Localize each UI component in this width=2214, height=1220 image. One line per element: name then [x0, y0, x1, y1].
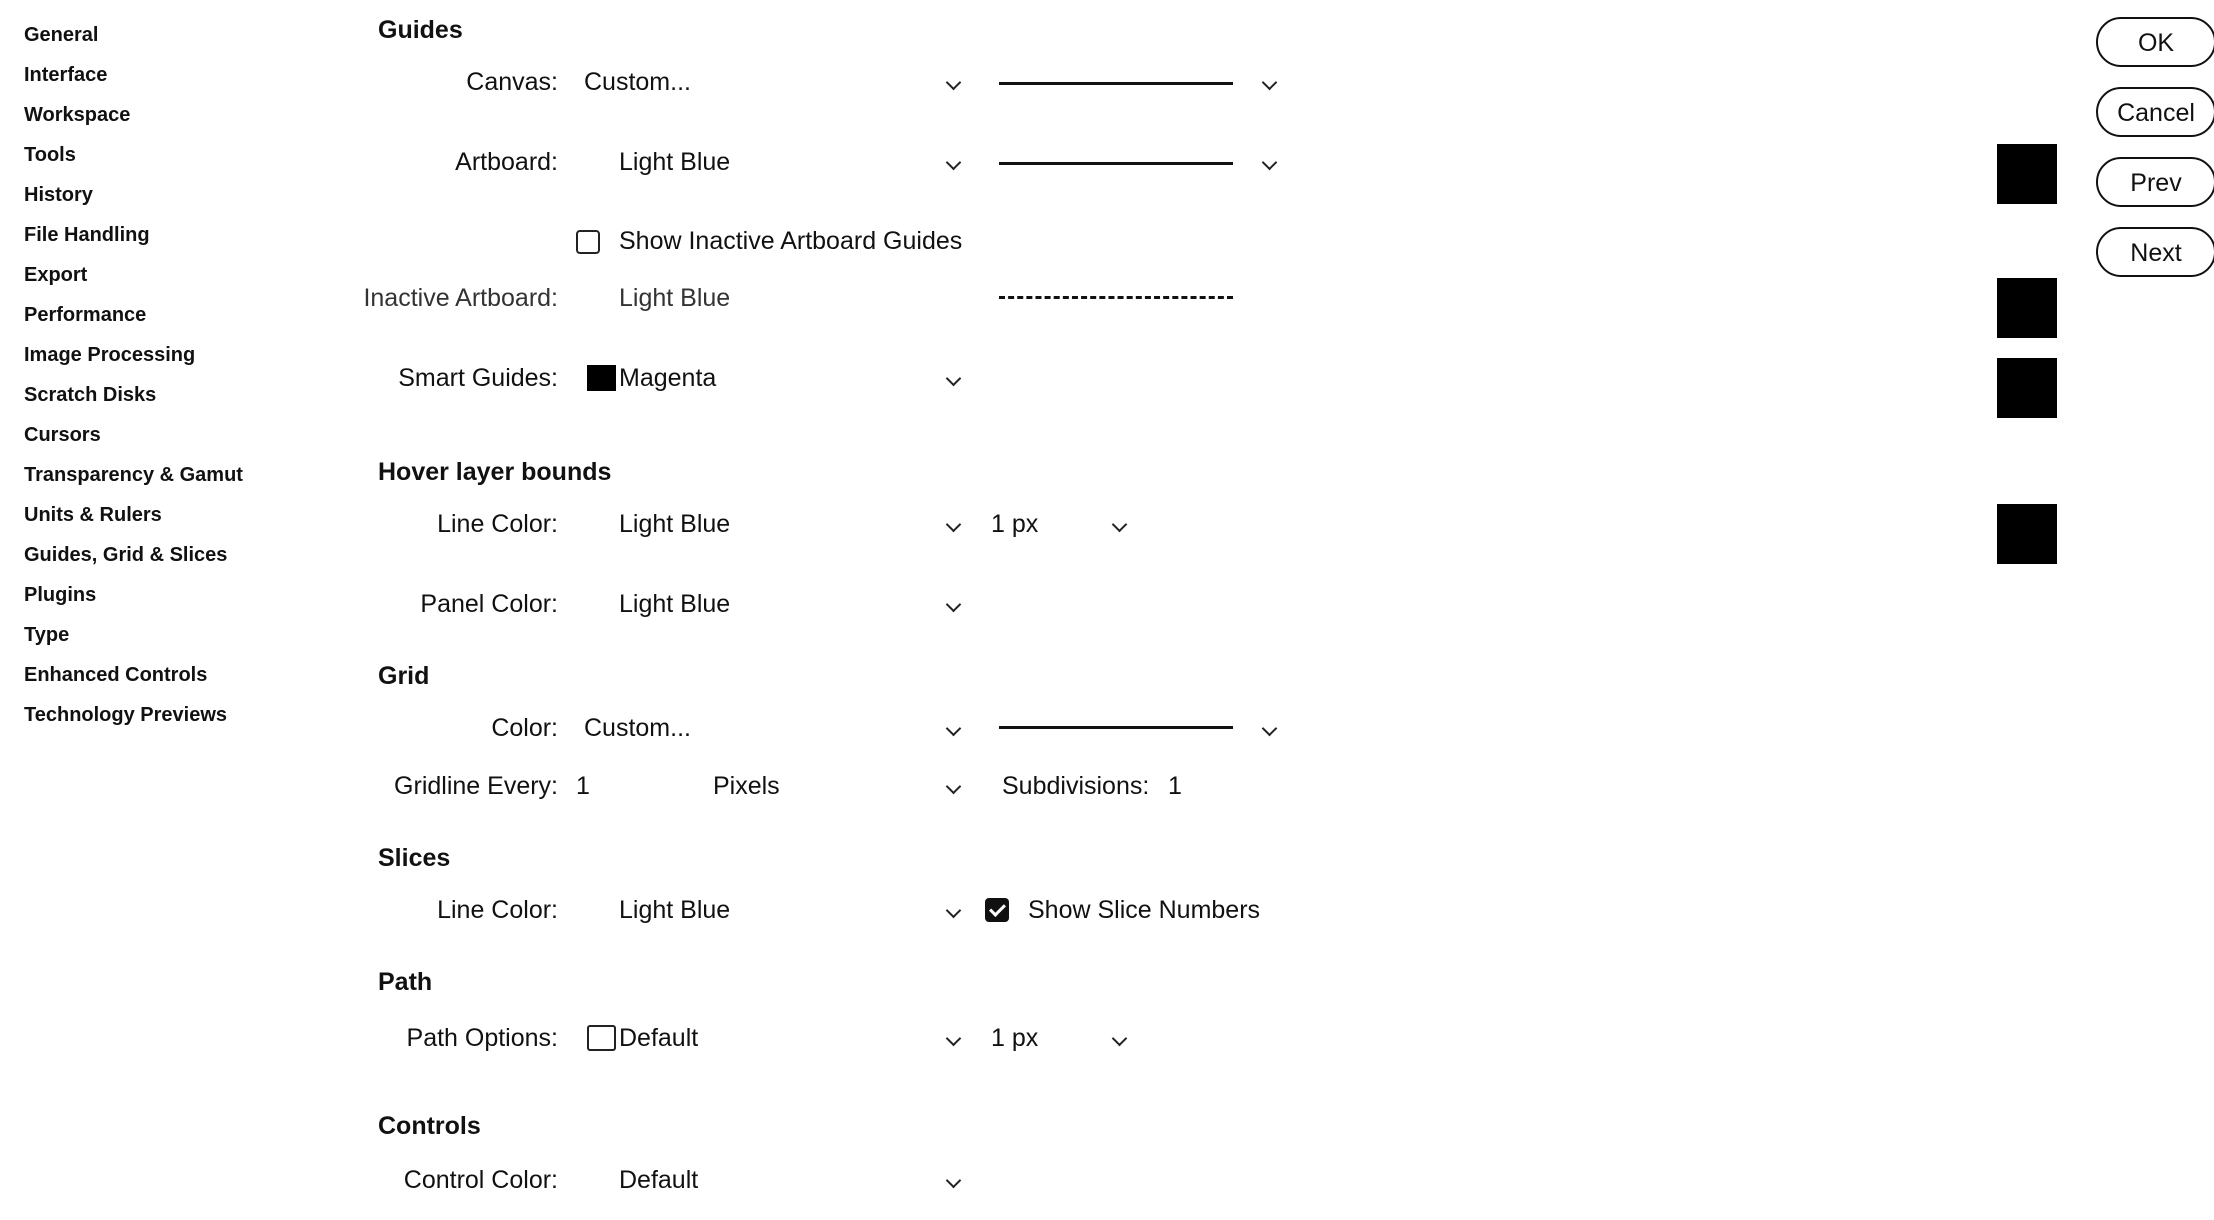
chevron-down-icon: [946, 517, 962, 533]
canvas-label: Canvas:: [466, 68, 558, 96]
control-color-label: Control Color:: [403, 1166, 558, 1194]
artboard-color-value: Light Blue: [619, 148, 731, 176]
sidebar-item-scratch-disks[interactable]: Scratch Disks: [24, 384, 157, 406]
hover-line-width-value: 1 px: [991, 510, 1039, 538]
sidebar-item-history[interactable]: History: [24, 184, 93, 206]
chevron-down-icon: [1112, 517, 1128, 533]
canvas-color-value: Custom...: [584, 68, 691, 96]
path-width-value: 1 px: [991, 1024, 1039, 1052]
controls-section-title: Controls: [378, 1112, 481, 1140]
sidebar-item-guides-grid-slices[interactable]: Guides, Grid & Slices: [24, 544, 228, 566]
guides-section-title: Guides: [378, 16, 463, 44]
chevron-down-icon: [946, 75, 962, 91]
default-swatch-icon: [587, 1025, 616, 1051]
hover-line-color-swatch[interactable]: [1997, 504, 2057, 564]
slices-section-title: Slices: [378, 844, 451, 872]
hover-layer-bounds-section-title: Hover layer bounds: [378, 458, 612, 486]
gridline-every-label: Gridline Every:: [394, 772, 558, 800]
sidebar-item-type[interactable]: Type: [24, 624, 70, 646]
show-slice-numbers-label: Show Slice Numbers: [1028, 896, 1261, 924]
show-inactive-artboard-guides-label: Show Inactive Artboard Guides: [619, 227, 963, 255]
chevron-down-icon: [946, 597, 962, 613]
hover-panel-color-value: Light Blue: [619, 590, 731, 618]
solid-line-preview: [999, 726, 1233, 729]
inactive-artboard-label: Inactive Artboard:: [363, 284, 558, 312]
grid-color-value: Custom...: [584, 714, 691, 742]
subdivisions-label: Subdivisions:: [1002, 772, 1150, 800]
checkbox-checked-icon[interactable]: [985, 898, 1009, 922]
solid-line-preview: [999, 162, 1233, 165]
sidebar-item-transparency-gamut[interactable]: Transparency & Gamut: [24, 464, 243, 486]
sidebar-item-tools[interactable]: Tools: [24, 144, 76, 166]
ok-button[interactable]: OK: [2096, 17, 2214, 67]
inactive-artboard-value: Light Blue: [619, 284, 731, 312]
subdivisions-input[interactable]: 1: [1168, 772, 1182, 800]
chevron-down-icon: [1262, 75, 1278, 91]
sidebar-item-interface[interactable]: Interface: [24, 64, 108, 86]
sidebar-item-workspace[interactable]: Workspace: [24, 104, 131, 126]
grid-color-label: Color:: [491, 714, 558, 742]
chevron-down-icon: [946, 371, 962, 387]
sidebar-item-enhanced-controls[interactable]: Enhanced Controls: [24, 664, 208, 686]
chevron-down-icon: [946, 903, 962, 919]
sidebar-item-image-processing[interactable]: Image Processing: [24, 344, 196, 366]
sidebar-item-performance[interactable]: Performance: [24, 304, 147, 326]
artboard-color-swatch[interactable]: [1997, 144, 2057, 204]
control-color-value: Default: [619, 1166, 699, 1194]
chevron-down-icon: [946, 155, 962, 171]
gridline-unit-value: Pixels: [713, 772, 780, 800]
chevron-down-icon: [946, 1031, 962, 1047]
dashed-line-preview: [999, 296, 1233, 299]
prev-button[interactable]: Prev: [2096, 157, 2214, 207]
sidebar-item-technology-previews[interactable]: Technology Previews: [24, 704, 228, 726]
slices-line-color-label: Line Color:: [437, 896, 558, 924]
sidebar-item-units-rulers[interactable]: Units & Rulers: [24, 504, 162, 526]
slices-line-color-value: Light Blue: [619, 896, 731, 924]
next-button[interactable]: Next: [2096, 227, 2214, 277]
checkbox-unchecked[interactable]: [576, 230, 600, 254]
smart-guides-label: Smart Guides:: [398, 364, 558, 392]
path-options-label: Path Options:: [406, 1024, 558, 1052]
magenta-swatch-icon: [587, 365, 616, 391]
inactive-artboard-color-swatch[interactable]: [1997, 278, 2057, 338]
gridline-every-input[interactable]: 1: [576, 772, 590, 800]
solid-line-preview: [999, 82, 1233, 85]
sidebar-item-plugins[interactable]: Plugins: [24, 584, 97, 606]
hover-panel-color-label: Panel Color:: [420, 590, 558, 618]
cancel-button[interactable]: Cancel: [2096, 87, 2214, 137]
sidebar-item-cursors[interactable]: Cursors: [24, 424, 101, 446]
smart-guides-color-value: Magenta: [619, 364, 717, 392]
grid-section-title: Grid: [378, 662, 430, 690]
smart-guides-color-swatch[interactable]: [1997, 358, 2057, 418]
path-options-value: Default: [619, 1024, 699, 1052]
hover-line-color-value: Light Blue: [619, 510, 731, 538]
chevron-down-icon: [1262, 721, 1278, 737]
sidebar-item-general[interactable]: General: [24, 24, 99, 46]
artboard-label: Artboard:: [455, 148, 558, 176]
hover-line-color-label: Line Color:: [437, 510, 558, 538]
chevron-down-icon: [1262, 155, 1278, 171]
chevron-down-icon: [946, 1173, 962, 1189]
sidebar-item-export[interactable]: Export: [24, 264, 88, 286]
path-section-title: Path: [378, 968, 433, 996]
chevron-down-icon: [946, 779, 962, 795]
sidebar-item-file-handling[interactable]: File Handling: [24, 224, 150, 246]
chevron-down-icon: [946, 721, 962, 737]
chevron-down-icon: [1112, 1031, 1128, 1047]
